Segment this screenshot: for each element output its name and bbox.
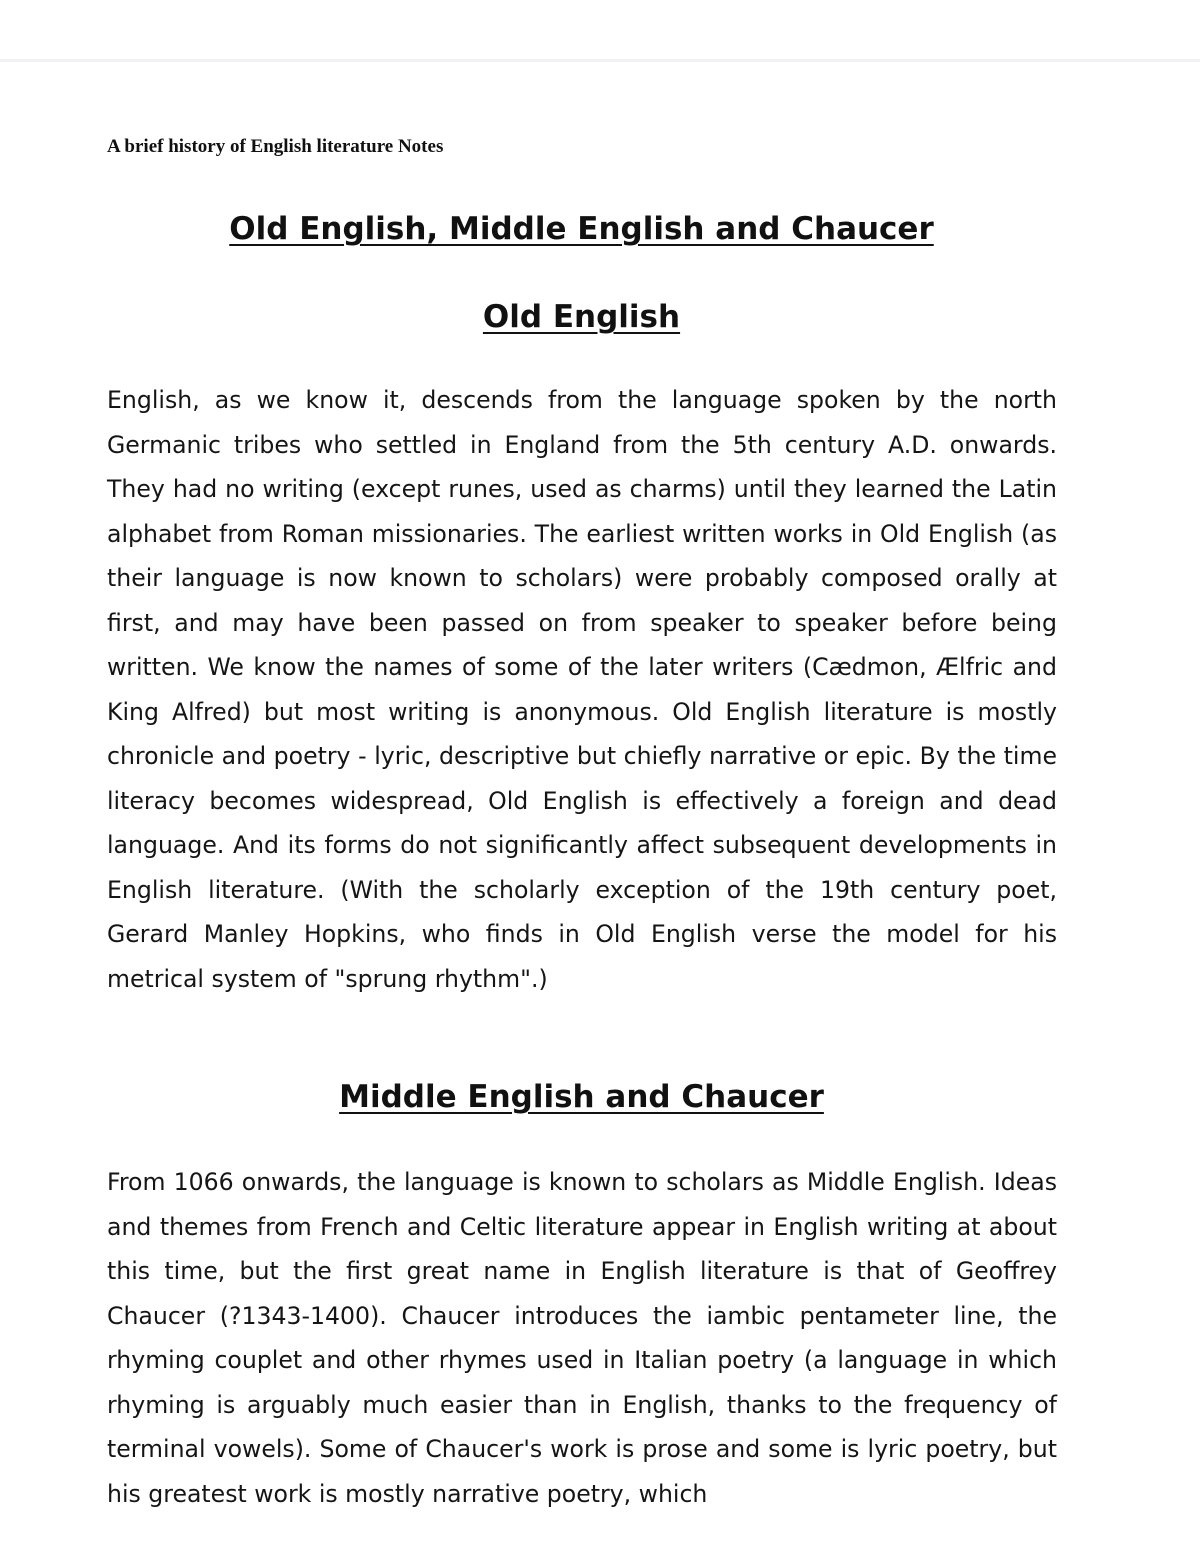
document-title: Old English, Middle English and Chaucer xyxy=(229,211,934,247)
viewer-top-bar xyxy=(0,0,1200,62)
section-paragraph-middle-english: From 1066 onwards, the language is known to scholars as Middle English. Ideas and themes from French and Celtic literature appear in English writing at about this time, but the first great name in English literature is that of Geoffrey Chaucer (?1343-1400). Chaucer introduces the iambic pentameter line, the rhyming couplet and other rhymes used in Italian poetry (a language in which rhyming is arguably much easier than in English, thanks to the frequency of terminal vowels). Some of Chaucer's work is prose and some is lyric poetry, but his greatest work is mostly narrative poetry, which xyxy=(107,1168,1057,1508)
document-header: A brief history of English literature Notes xyxy=(107,136,444,157)
document-page xyxy=(0,65,1200,1553)
section-heading-old-english: Old English xyxy=(482,299,681,335)
section-paragraph-old-english: English, as we know it, descends from the language spoken by the north Germanic tribes who settled in England from the 5th century A.D. onwards. They had no writing (except runes, used as charms) until they learned the Latin alphabet from Roman missionaries. The earliest written works in Old English (as their language is now known to scholars) were probably composed orally at first, and may have been passed on from speaker to speaker before being written. We know the names of some of the later writers (Cædmon, Ælfric and King Alfred) but most writing is anonymous. Old English literature is mostly chronicle and poetry - lyric, descriptive but chiefly narrative or epic. By the time literacy becomes widespread, Old English is effectively a foreign and dead language. And its forms do not significantly affect subsequent developments in English literature. (With the scholarly exception of the 19th century poet, Gerard Manley Hopkins, who finds in Old English verse the model for his metrical system of "sprung rhythm".) xyxy=(107,386,1057,993)
section-heading-middle-english: Middle English and Chaucer xyxy=(339,1079,824,1115)
